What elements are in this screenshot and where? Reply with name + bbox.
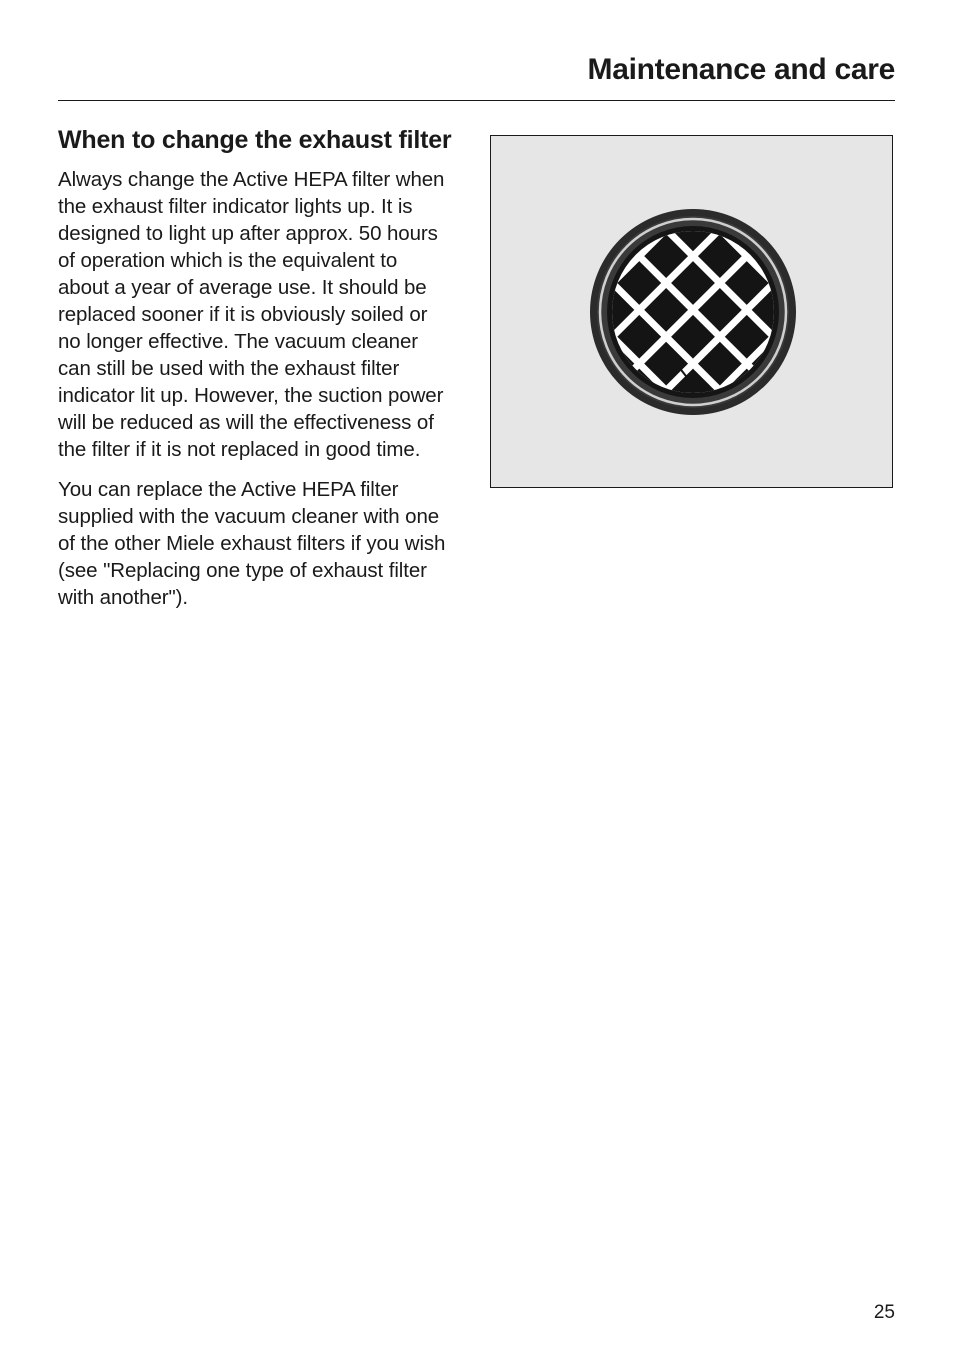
header-divider bbox=[58, 100, 895, 101]
text-column bbox=[58, 124, 453, 624]
section-heading: When to change the exhaust filter bbox=[58, 126, 452, 154]
illustration-frame bbox=[490, 135, 893, 488]
exhaust-filter-indicator-icon bbox=[589, 208, 797, 416]
paragraph-filter-replacement: You can replace the Active HEPA filter supplied with the vacuum cleaner with one of the other Miele exhaust filters if you wish (see "Replacing one type of exhaust filter with another"). bbox=[58, 478, 446, 609]
page-number: 25 bbox=[873, 1302, 895, 1323]
page-title: Maintenance and care bbox=[587, 53, 895, 86]
paragraph-indicator-explanation: Always change the Active HEPA filter when the exhaust filter indicator lights up. It is designed to light up after approx. 50 hours of operation which is the equivalent to about a year of average use. It should be replaced sooner if it is obviously soiled or no longer effective. The vacuum cleaner can still be used with the exhaust filter indicator lit up. However, the suction power will be reduced as will the effectiveness of the filter if it is not replaced in good time. bbox=[58, 168, 445, 461]
